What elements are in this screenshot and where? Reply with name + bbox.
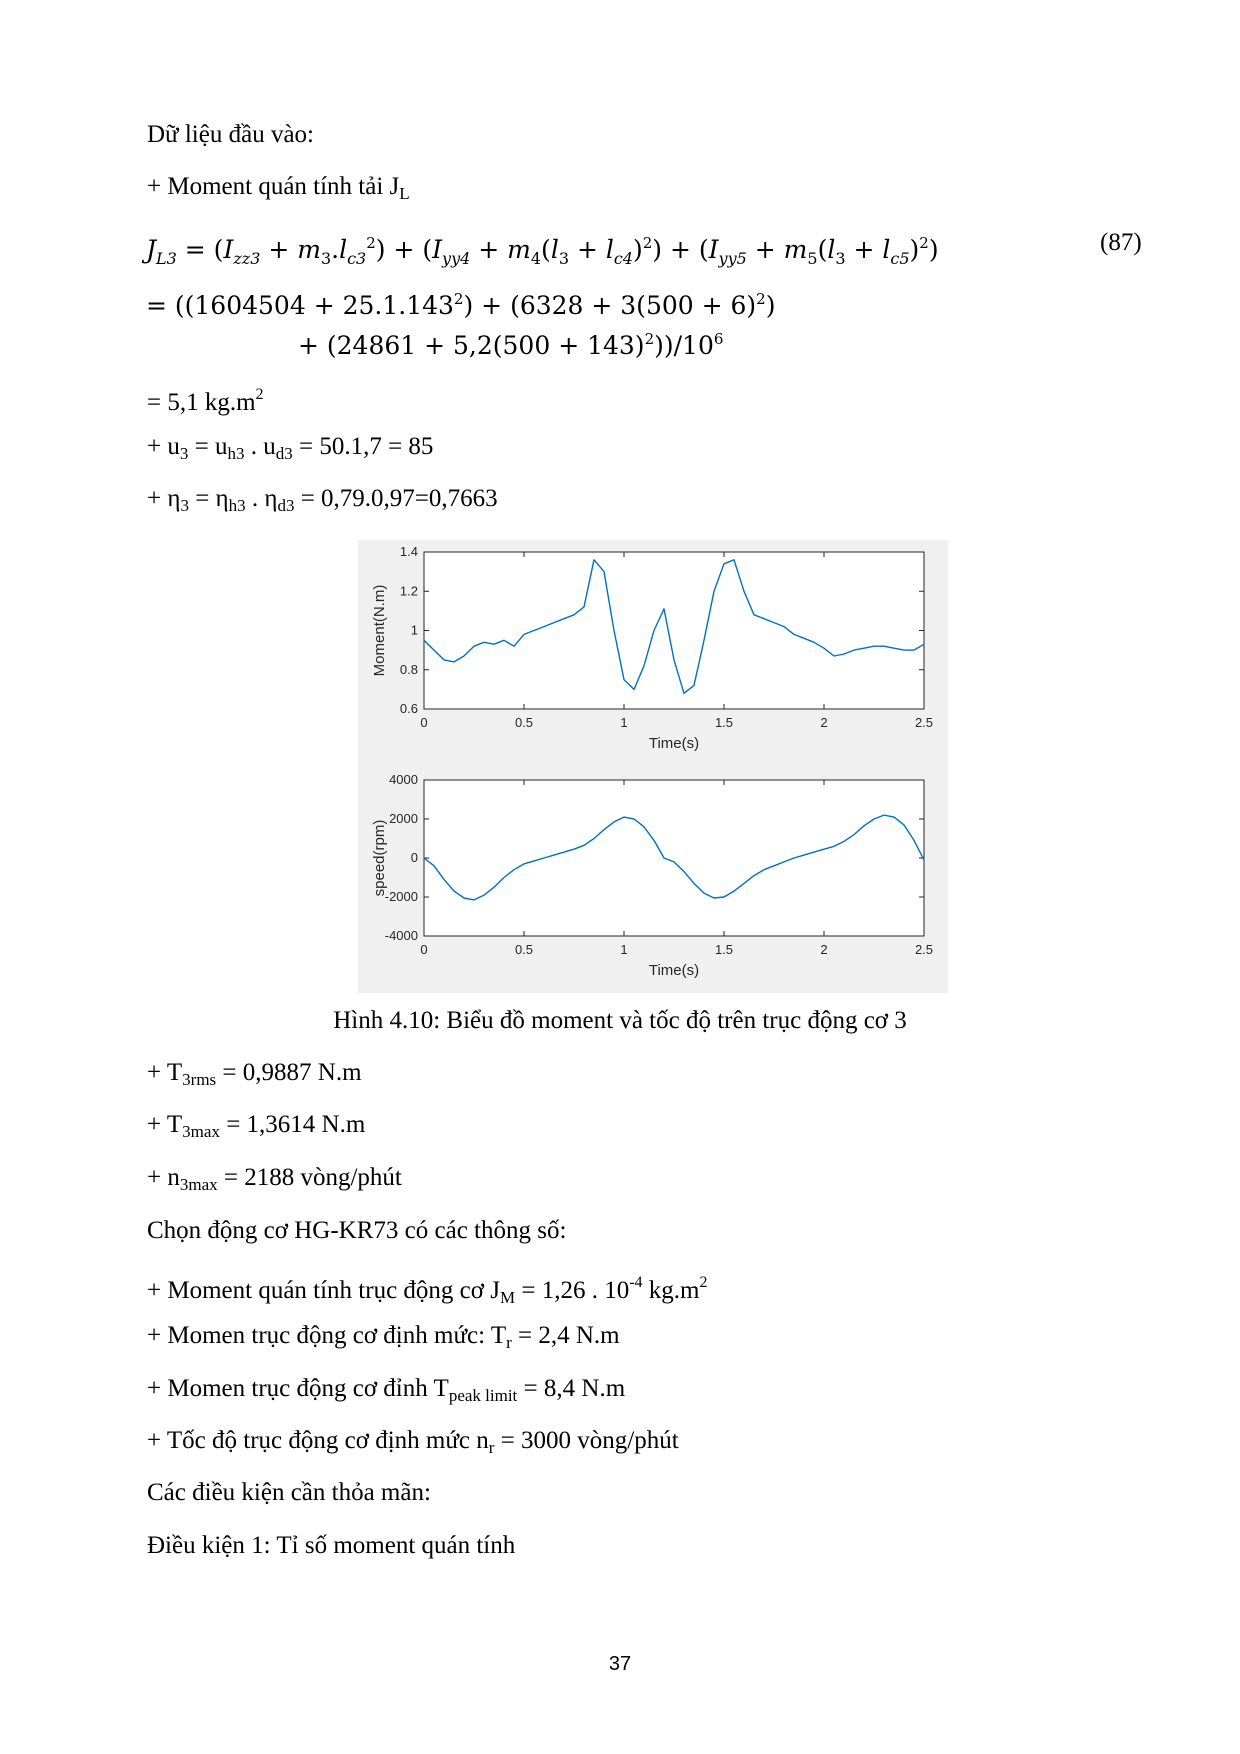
nr-line: + Tốc độ trục động cơ định mức $n_r = 3000$ vòng/phút bbox=[147, 1427, 679, 1457]
page-number: 37 bbox=[608, 1653, 632, 1675]
equation-number: (87) bbox=[1100, 229, 1142, 256]
chart2-y-tick-label: -4000 bbox=[384, 928, 418, 943]
tr-line: + Momen trục động cơ định mức: $T_r = 2,4$ N.m bbox=[147, 1322, 620, 1352]
conditions-text: Các điều kiện cần thỏa mãn: bbox=[147, 1479, 431, 1506]
chart1-x-axis-label: Time(s) bbox=[648, 735, 700, 752]
result-j: = 5,1 $kg.m^2$ bbox=[147, 386, 264, 416]
chart1-x-tick-label: 1.5 bbox=[714, 715, 734, 730]
jm-line: + Moment quán tính trục động cơ $J_M = 1,26$ . $10^{-4}$ $kg.m^2$ bbox=[147, 1274, 708, 1307]
chart2-plot-area bbox=[424, 780, 924, 936]
chart2-x-tick-label: 0.5 bbox=[514, 942, 534, 957]
u3-line: + $u_3 = u_{h3}$ . $u_{d3} = 50.1,7 = 85$ bbox=[147, 433, 434, 463]
chart1-y-tick-label: 1.4 bbox=[399, 544, 418, 559]
chart2-y-tick-label: 2000 bbox=[389, 811, 418, 826]
chart1-plot-area bbox=[424, 552, 924, 709]
n3max-line: + $n_{3max} = 2188$ vòng/phút bbox=[147, 1164, 402, 1194]
chart2-y-tick-label: 4000 bbox=[389, 772, 418, 787]
equation-line-3: + $(24861 + 5,2(500 + 143)^2))/10^6$ bbox=[298, 330, 724, 360]
chart1-y-axis-label: Moment(N.m) bbox=[371, 584, 388, 677]
intro-text: Dữ liệu đầu vào: bbox=[147, 121, 314, 148]
t3rms-line: + $T_{3rms} = 0,9887$ N.m bbox=[147, 1059, 362, 1089]
figure-caption: Hình 4.10: Biểu đồ moment và tốc độ trên trục động cơ 3 bbox=[333, 1007, 907, 1034]
figure-moment-speed bbox=[358, 540, 948, 993]
jl-text: + Moment quán tính tải J bbox=[147, 173, 400, 200]
chart2-x-tick-label: 2 bbox=[820, 942, 828, 957]
chart1-y-tick-label: 0.6 bbox=[399, 701, 418, 716]
eta3-line: + $\eta_3 = \eta_{h3}$ . $\eta_{d3} = 0,79.0,97=0,7663$ bbox=[147, 485, 498, 515]
condition-1-text: Điều kiện 1: Tỉ số moment quán tính bbox=[147, 1532, 516, 1559]
chart2-y-axis-label: speed(rpm) bbox=[371, 819, 388, 897]
chart1-x-tick-label: 2.5 bbox=[914, 715, 934, 730]
equation-line-2: = ($(1604504 + 25.1.143^2) + (6328 + 3(500 + 6)^2)$ bbox=[146, 290, 776, 320]
chart1-x-tick-label: 1 bbox=[620, 715, 628, 730]
chart2-x-axis-label: Time(s) bbox=[648, 962, 700, 979]
jl-line bbox=[147, 172, 410, 209]
chart2-x-tick-label: 0 bbox=[420, 942, 428, 957]
chart1-x-tick-label: 0.5 bbox=[514, 715, 534, 730]
jl-sub: L bbox=[399, 184, 410, 203]
chart1-y-tick-label: 1 bbox=[410, 622, 418, 638]
choose-motor-text: Chọn động cơ HG-KR73 có các thông số: bbox=[147, 1217, 567, 1244]
equation-line-1: $J_{L3} = (I_{zz3} + m_3.l_{c3}^2) + (I_{yy4} + m_4(l_3 + l_{c4})^2) + (I_{yy5} + m_5(l_3 + l_{c5})^2)$ bbox=[146, 234, 939, 268]
chart1-y-tick-label: 0.8 bbox=[399, 661, 418, 677]
chart2-x-tick-label: 2.5 bbox=[914, 942, 934, 957]
chart-svg bbox=[358, 540, 948, 993]
chart2-y-tick-label: 0 bbox=[410, 850, 418, 865]
chart1-y-tick-label: 1.2 bbox=[399, 583, 418, 599]
tpeak-line: + Momen trục động cơ đỉnh $T_{peak limit} = 8,4$ N.m bbox=[147, 1375, 626, 1405]
chart1-x-tick-label: 2 bbox=[820, 715, 828, 730]
chart2-x-tick-label: 1.5 bbox=[714, 942, 734, 957]
t3max-line: + $T_{3max} = 1,3614$ N.m bbox=[147, 1111, 366, 1141]
chart2-y-tick-label: -2000 bbox=[384, 889, 418, 904]
chart1-x-tick-label: 0 bbox=[420, 715, 428, 730]
chart2-x-tick-label: 1 bbox=[620, 942, 628, 957]
